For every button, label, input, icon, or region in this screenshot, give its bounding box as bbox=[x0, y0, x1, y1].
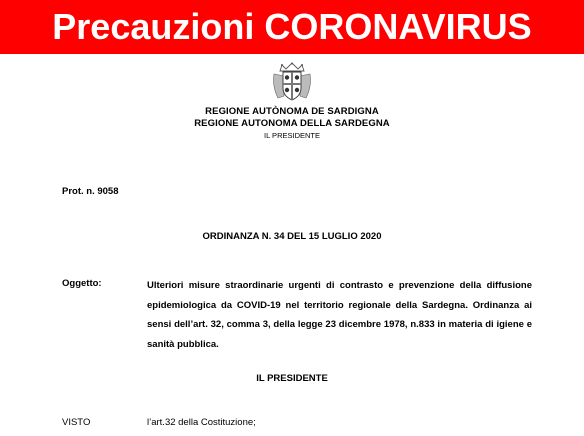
protocol-number: Prot. n. 9058 bbox=[62, 186, 119, 197]
region-name-italian: REGIONE AUTONOMA DELLA SARDEGNA bbox=[194, 118, 390, 129]
office-label: IL PRESIDENTE bbox=[264, 131, 320, 140]
sardinia-coat-of-arms-icon bbox=[270, 62, 314, 102]
banner-title: Precauzioni CORONAVIRUS bbox=[52, 6, 532, 47]
subject-label: Oggetto: bbox=[62, 278, 102, 289]
region-name-sardinian: REGIONE AUTÒNOMA DE SARDIGNA bbox=[205, 106, 379, 117]
visto-label: VISTO bbox=[62, 417, 91, 428]
section-heading: IL PRESIDENTE bbox=[256, 373, 328, 384]
visto-text: l’art.32 della Costituzione; bbox=[147, 417, 256, 428]
subject-text: Ulteriori misure straordinarie urgenti di contrasto e prevenzione della diffusione epidemiologica da COVID-19 nel territorio regionale della Sardegna. Ordinanza ai sensi dell’art. 32, comma 3, della legge 23 dicembre 1978, n.833 in materia di igiene e sanità pubblica. bbox=[147, 280, 532, 350]
ordinance-title: ORDINANZA N. 34 DEL 15 LUGLIO 2020 bbox=[202, 231, 382, 242]
warning-banner bbox=[0, 0, 584, 54]
